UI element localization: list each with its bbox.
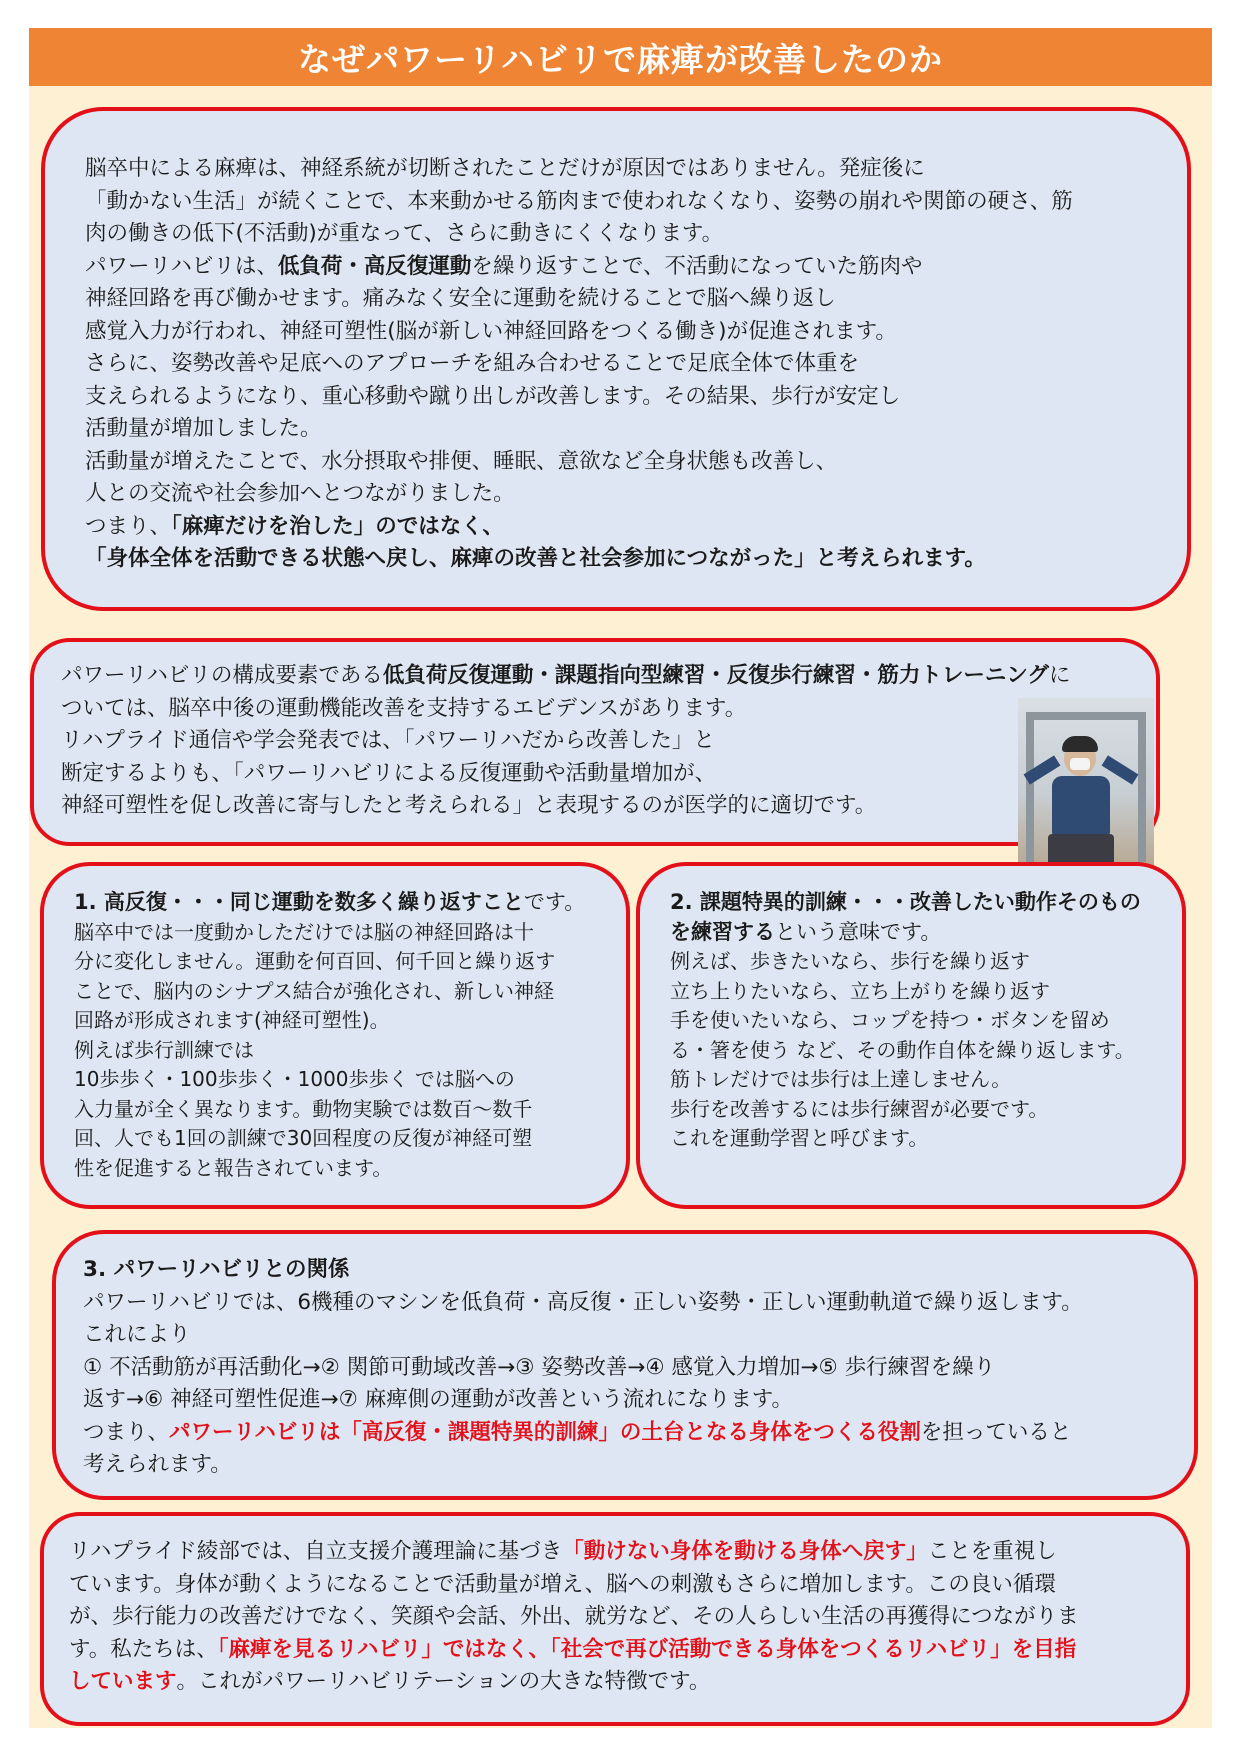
text-line: 例えば歩行訓練では — [74, 1037, 254, 1062]
text-line: ことで、脳内のシナプス結合が強化され、新しい神経 — [74, 978, 554, 1003]
person-body — [1052, 776, 1110, 836]
text-line: 考えられます。 — [83, 1452, 232, 1477]
task-specific-box — [636, 862, 1186, 1209]
text-line: 回路が形成されます(神経可塑性)。 — [74, 1008, 390, 1032]
relationship-box — [52, 1230, 1198, 1500]
text-line: 神経回路を再び働かせます。痛みなく安全に運動を続けることで脳へ繰り返し — [85, 286, 836, 311]
text-span: という意味です。 — [775, 919, 942, 944]
text-span: リハプライド綾部では、自立支援介護理論に基づき — [69, 1539, 563, 1564]
text-line: 「動かない生活」が続くことで、本来動かせる筋肉まで使われなくなり、姿勢の崩れや関節の硬さ、筋 — [85, 188, 1073, 214]
person-exercising-icon — [1018, 698, 1154, 870]
text-line: 脳卒中による麻痺は、神経系統が切断されたことだけが原因ではありません。発症後に — [85, 156, 925, 181]
bold-text: 低負荷・高反復運動 — [277, 253, 472, 279]
text-line: ① 不活動筋が再活動化→② 関節可動域改善→③ 姿勢改善→④ 感覚入力増加→⑤ 歩行練習を繰り — [83, 1354, 996, 1380]
text-span: パワーリハビリの構成要素である — [61, 663, 383, 688]
section-heading — [74, 888, 626, 918]
explanation-box — [41, 107, 1191, 611]
emphasis-text: 「動けない身体を動ける身体へ戻す」 — [562, 1539, 928, 1564]
text-line — [69, 1536, 1186, 1569]
text-span: に — [1048, 663, 1071, 688]
text-line: 回、人でも1回の訓練で30回程度の反復が神経可塑 — [74, 1126, 533, 1150]
text-line: 脳卒中では一度動かしただけでは脳の神経回路は十 — [74, 919, 534, 944]
machine-frame — [1026, 712, 1146, 720]
section-heading: 2. 課題特異的訓練・・・改善したい動作そのもの — [670, 890, 1141, 914]
text-line: 10歩歩く・100歩歩く・1000歩歩く では脳への — [74, 1067, 515, 1091]
text-line: 筋トレだけでは歩行は上達しません。 — [670, 1067, 1012, 1091]
text-line: パワーリハビリでは、6機種のマシンを低負荷・高反復・正しい姿勢・正しい運動軌道で繰り返します。 — [83, 1289, 1083, 1315]
text-line: 歩行を改善するには歩行練習が必要です。 — [670, 1096, 1049, 1121]
text-line: さらに、姿勢改善や足底へのアプローチを組み合わせることで足底全体で体重を — [85, 351, 860, 376]
text-line: 手を使いたいなら、コップを持つ・ボタンを留め — [670, 1008, 1110, 1032]
text-line — [69, 1634, 1186, 1667]
text-line — [85, 511, 1187, 544]
text-span: ことを重視し — [927, 1539, 1057, 1564]
text-span: つまり、 — [85, 513, 172, 539]
text-line — [61, 660, 1156, 693]
bold-text: 「麻痺だけを治した」 — [171, 513, 376, 539]
text-line: 分に変化しません。運動を何百回、何千回と繰り返す — [74, 949, 556, 973]
high-repetition-box — [40, 862, 630, 1209]
text-line — [85, 543, 1187, 576]
emphasis-text: しています — [69, 1669, 177, 1694]
bold-text: 低負荷反復運動・課題指向型練習・反復歩行練習・筋力トレーニング — [382, 663, 1049, 688]
person-hair — [1062, 736, 1098, 752]
text-line: リハプライド通信や学会発表では、「パワーリハだから改善した」と — [61, 728, 715, 753]
bold-text: のではなく、 — [375, 513, 504, 539]
text-span: です。 — [523, 890, 586, 914]
text-line: 例えば、歩きたいなら、歩行を繰り返す — [670, 949, 1030, 973]
text-line: これを運動学習と呼びます。 — [670, 1126, 929, 1150]
text-line — [83, 1417, 1194, 1450]
text-line: 立ち上りたいなら、立ち上がりを繰り返す — [670, 978, 1050, 1003]
text-span: パワーリハビリは、 — [85, 253, 278, 279]
text-span: を繰り返すことで、不活動になっていた筋肉や — [471, 253, 923, 279]
text-line: 入力量が全く異なります。動物実験では数百～数千 — [74, 1096, 533, 1121]
bold-text: 「身体全体を活動できる状態へ戻し、麻痺の改善と社会参加につながった」 — [85, 546, 816, 571]
closing-box — [40, 1512, 1190, 1726]
text-line: 支えられるようになり、重心移動や蹴り出しが改善します。その結果、歩行が安定し — [85, 383, 901, 409]
text-span: を担っていると — [920, 1419, 1072, 1445]
evidence-box — [30, 638, 1160, 846]
face-mask — [1070, 758, 1090, 770]
text-line: ています。身体が動くようになることで活動量が増え、脳への刺激もさらに増加します。この良い循環 — [69, 1571, 1056, 1597]
page-title: なぜパワーリハビリで麻痺が改善したのか — [29, 28, 1212, 86]
text-line: これにより — [83, 1322, 191, 1347]
text-line: 性を促進すると報告されています。 — [74, 1155, 393, 1180]
machine-frame — [1138, 712, 1146, 862]
text-line: ついては、脳卒中後の運動機能改善を支持するエビデンスがあります。 — [61, 695, 747, 721]
text-line: 神経可塑性を促し改善に寄与したと考えられる」と表現するのが医学的に適切です。 — [61, 793, 877, 818]
emphasis-text: 「麻痺を見るリハビリ」ではなく、「社会で再び活動できる身体をつくるリハビリ」を目指 — [217, 1636, 1077, 1662]
bold-text: を練習する — [670, 919, 775, 944]
text-line: 返す→⑥ 神経可塑性促進→⑦ 麻痺側の運動が改善という流れになります。 — [83, 1387, 794, 1412]
text-line: 人との交流や社会参加へとつながりました。 — [85, 481, 515, 506]
text-line: 感覚入力が行われ、神経可塑性(脳が新しい神経回路をつくる働き)が促進されます。 — [85, 318, 897, 344]
text-line: 肉の働きの低下(不活動)が重なって、さらに動きにくくなります。 — [85, 221, 724, 246]
text-line — [69, 1666, 1186, 1699]
emphasis-text: パワーリハビリは「高反復・課題特異的訓練」の土台となる身体をつくる役割 — [169, 1419, 921, 1445]
text-span: つまり、 — [83, 1419, 170, 1445]
text-line: る・箸を使う など、その動作自体を繰り返します。 — [670, 1037, 1135, 1062]
text-line: が、歩行能力の改善だけでなく、笑顔や会話、外出、就労など、その人らしい生活の再獲得につながりま — [69, 1604, 1079, 1629]
text-span: す。私たちは、 — [69, 1636, 218, 1662]
text-line: 活動量が増加しました。 — [85, 416, 322, 441]
bold-text: 1. 高反復・・・同じ運動を数多く繰り返すこと — [74, 890, 524, 914]
section-heading — [670, 918, 1182, 948]
bold-text: と考えられます。 — [815, 546, 986, 571]
machine-frame — [1026, 712, 1034, 862]
text-line: 活動量が増えたことで、水分摂取や排便、睡眠、意欲など全身状態も改善し、 — [85, 448, 838, 474]
text-line — [85, 251, 1187, 284]
text-span: 。これがパワーリハビリテーションの大きな特徴です。 — [176, 1669, 711, 1694]
text-line: 断定するよりも、「パワーリハビリによる反復運動や活動量増加が、 — [61, 760, 717, 786]
section-heading: 3. パワーリハビリとの関係 — [83, 1257, 350, 1282]
